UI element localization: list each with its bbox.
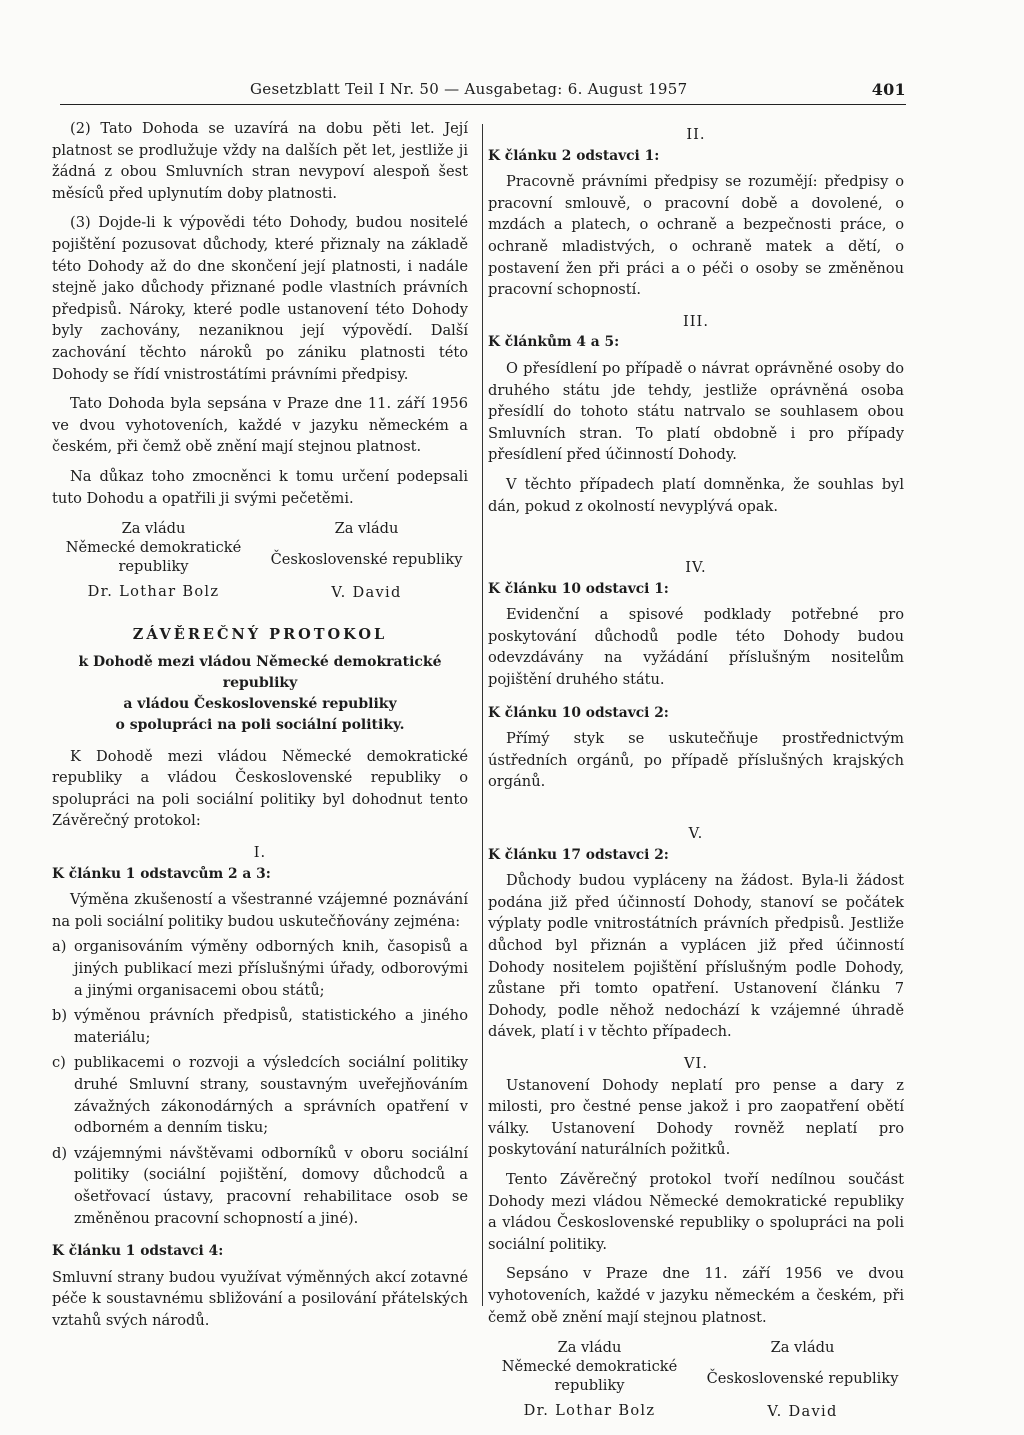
signature-gdr — [488, 1338, 691, 1421]
signature-line: Za vládu — [557, 1339, 622, 1357]
article-heading: K článkům 4 a 5: — [488, 334, 620, 351]
section-number: I. — [253, 844, 267, 862]
signatory-name: Dr. Lothar Bolz — [523, 1402, 656, 1420]
signature-line: Za vládu — [121, 520, 186, 538]
left-column — [52, 118, 468, 1340]
paragraph-intro: K Dohodě mezi vládou Německé demokratické republiky a vládou Československé republiky o spolupráci na poli sociální politiky byl dohodnut tento Závěrečný protokol: — [52, 747, 468, 830]
header-rule — [60, 104, 906, 105]
list-text: publikacemi o rozvoji a výsledcích sociální politiky druhé Smluvní strany, soustavným uveřejňováním závažných zákonodárných a správních opatření v odborném a denním tisku; — [74, 1054, 468, 1137]
paragraph-pensions: Důchody budou vypláceny na žádost. Byla-li žádost podána již před účinností Dohody, stanoví se počátek výplaty podle vnitrostátních právních předpisů. Jestliže důchod byl přiznán a vyplácen již před účinností Dohody nositelem pojištění příslušným podle Dohody, zůstane při tomto opatření. Ustanovení článku 7 Dohody, podle něhož nedochází k vzájemné úhradě dávek, platí i v těchto případech. — [488, 872, 904, 1041]
list-item — [52, 936, 468, 1001]
article-heading: K článku 2 odstavci 1: — [488, 147, 660, 164]
signature-cssr — [265, 519, 468, 602]
right-column — [488, 118, 904, 1435]
section-number: III. — [683, 312, 709, 330]
paragraph-approach: Smluvní strany budou využívat výměnných akcí zotavné péče k soustavnému sbližování a posilování přátelských vztahů svých národů. — [52, 1268, 468, 1329]
paragraph-signed: Sepsáno v Praze dne 11. září 1956 ve dvou vyhotoveních, každé v jazyku německém a českém, při čemž obě znění mají stejnou platnost. — [488, 1265, 904, 1326]
article-heading: K článku 17 odstavci 2: — [488, 846, 669, 863]
running-header — [60, 78, 906, 100]
signature-line: Německé demokratické — [501, 1358, 678, 1376]
article-heading: K článku 10 odstavci 1: — [488, 580, 669, 597]
signature-line: Československé republiky — [270, 551, 463, 569]
signature-block — [488, 1338, 904, 1421]
paragraph-article-2: (2) Tato Dohoda se uzavírá na dobu pěti let. Její platnost se prodlužuje vždy na dalších pět let, jestliže ji žádná z obou Smluvních stran nevypoví alespoň šest měsíců před uplynutím doby platnosti. — [52, 120, 468, 202]
signatory-name: V. David — [767, 1403, 838, 1421]
list-marker: b) — [52, 1007, 68, 1025]
list-marker: a) — [52, 938, 67, 956]
protocol-subtitle-line: k Dohodě mezi vládou Německé demokratické republiky — [78, 653, 442, 691]
signature-block — [52, 519, 468, 602]
paragraph-article-3: (3) Dojde-li k výpovědi této Dohody, budou nositelé pojištění pozusovat důchody, které přiznaly na základě této Dohody až do dne skončení její platnosti, i nadále stejně jako důchody přiznané podle vlastních právních předpisů. Nároky, které podle ustanovení této Dohody byly zachovány, nezaniknou její výpovědí. Další zachování těchto nároků po zániku platnosti této Dohody se řídí vnistrostátími právními předpisy. — [52, 214, 468, 383]
section-number: II. — [686, 126, 706, 143]
signatory-name: V. David — [331, 584, 402, 602]
signature-line: republiky — [118, 558, 189, 576]
list-text: výměnou právních předpisů, statistického a jiného materiálu; — [74, 1007, 468, 1046]
signature-gdr — [52, 519, 255, 602]
section-number: VI. — [684, 1054, 708, 1072]
list-marker: d) — [52, 1144, 68, 1162]
paragraph-exclusion: Ustanovení Dohody neplatí pro pense a dary z milosti, pro čestné pense jakož i pro zaopatření obětí války. Ustanovení Dohody rovněž neplatí pro poskytování naturálních požitků. — [488, 1076, 904, 1159]
signature-line: republiky — [554, 1377, 625, 1395]
paragraph-proof: Na důkaz toho zmocněnci k tomu určení podepsali tuto Dohodu a opatřili ji svými pečetěmi. — [52, 467, 468, 507]
spacer — [488, 525, 904, 547]
protocol-title: ZÁVĚREČNÝ PROTOKOL — [132, 626, 388, 644]
section-number: V. — [688, 825, 704, 843]
protocol-subtitle-line: o spolupráci na poli sociální politiky. — [115, 716, 405, 733]
article-heading: K článku 1 odstavci 4: — [52, 1243, 224, 1260]
running-title: Gesetzblatt Teil I Nr. 50 — Ausgabetag: 6. August 1957 — [250, 80, 688, 98]
paragraph-presume: V těchto případech platí domněnka, že souhlas byl dán, pokud z okolností nevyplývá opak. — [488, 475, 904, 515]
signature-cssr — [701, 1338, 904, 1421]
paragraph-rules: Pracovně právními předpisy se rozumějí: předpisy o pracovní smlouvě, o pracovní době a dovolené, o mzdách a platech, o ochraně a bezpečnosti práce, o ochraně mladistvých, o ochraně matek a dětí, o postavení žen při práci a o péči o osoby se změněnou pracovní schopností. — [488, 173, 904, 299]
article-heading: K článku 10 odstavci 2: — [488, 704, 669, 721]
list-marker: c) — [52, 1054, 66, 1072]
spacer — [488, 801, 904, 813]
list-text: organisováním výměny odborných knih, časopisů a jiných publikací mezi příslušnými úřady, odborovými a jinými organisacemi obou států; — [74, 938, 468, 999]
list-item — [52, 1052, 468, 1138]
paragraph-part: Tento Závěrečný protokol tvoří nedílnou součást Dohody mezi vládou Německé demokratické republiky a vládou Československé republiky o spolupráci na poli sociální politiky. — [488, 1170, 904, 1253]
list-text: vzájemnými návštěvami odborníků v oboru sociální politiky (sociální pojištění, domovy důchodců a ošetřovací ústavy, pracovní rehabilitace osob se změněnou pracovní schopností a jiné). — [74, 1144, 468, 1227]
signature-line: Za vládu — [334, 520, 399, 538]
page-number: 401 — [871, 80, 906, 99]
paragraph-signed: Tato Dohoda byla sepsána v Praze dne 11. září 1956 ve dvou vyhotoveních, každé v jazyku německém a českém, při čemž obě znění mají stejnou platnost. — [52, 395, 468, 456]
signature-line: Za vládu — [770, 1339, 835, 1357]
protocol-subtitle-line: a vládou Československé republiky — [123, 695, 397, 712]
signature-line: Německé demokratické — [65, 539, 242, 557]
protocol-subtitle — [52, 652, 468, 736]
signatory-name: Dr. Lothar Bolz — [87, 583, 220, 601]
paragraph-exchange: Výměna zkušeností a všestranné vzájemné poznávání na poli sociální politiky budou uskutečňovány zejména: — [52, 891, 468, 930]
paragraph-contact: Přímý styk se uskutečňuje prostřednictvým ústředních orgánů, po případě příslušných krajských orgánů. — [488, 730, 904, 791]
signature-line: Československé republiky — [706, 1370, 899, 1388]
article-heading: K článku 1 odstavcům 2 a 3: — [52, 865, 271, 882]
list-item — [52, 1005, 468, 1048]
paragraph-records: Evidenční a spisové podklady potřebné pro poskytování důchodů podle této Dohody budou odevzdávány na vyžádání příslušným nositelům pojištění druhého státu. — [488, 606, 904, 689]
section-number: IV. — [685, 559, 707, 577]
column-divider — [482, 124, 483, 1306]
paragraph-resettle: O přesídlení po případě o návrat oprávněné osoby do druhého státu jde tehdy, jestliže oprávněná osoba přesídlí do tohoto státu natrvalo se souhlasem obou Smluvních stran. To platí obdobně i pro případy přesídlení před účinností Dohody. — [488, 359, 904, 464]
list-item — [52, 1143, 468, 1229]
